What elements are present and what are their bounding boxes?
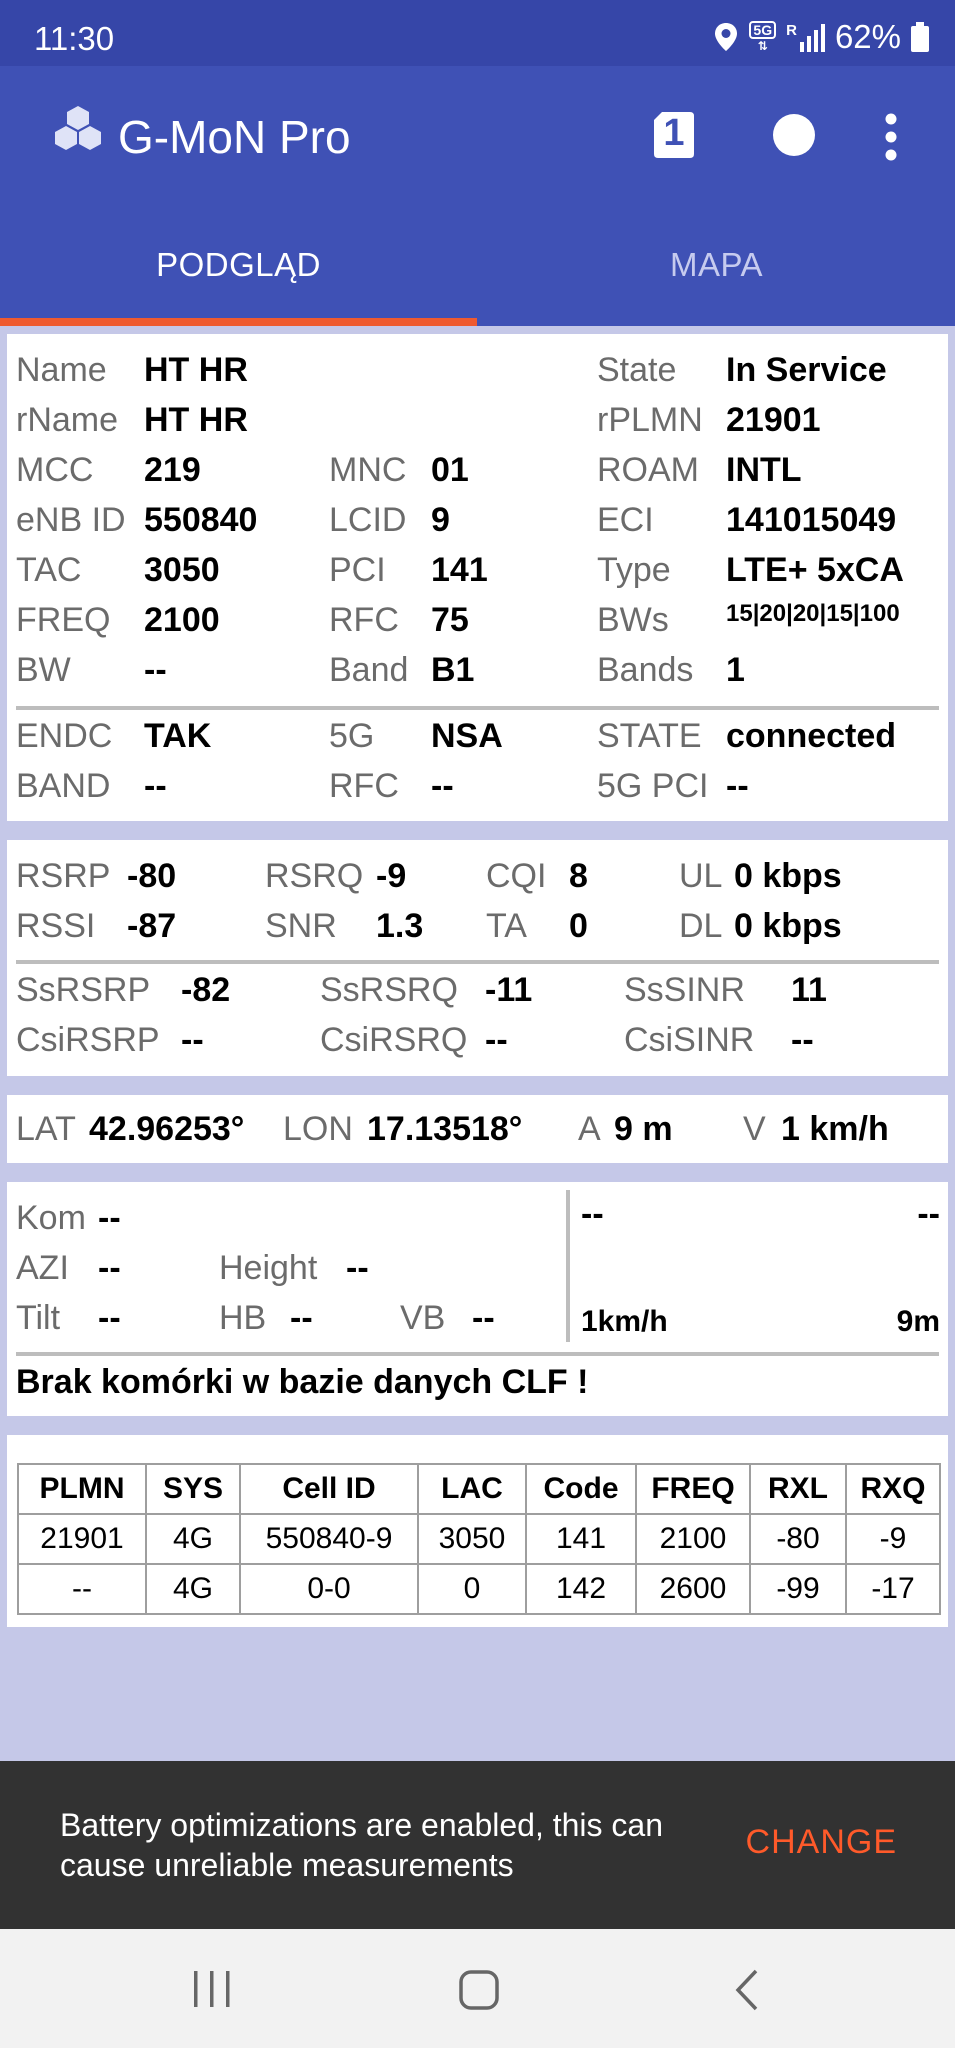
clf-message: Brak komórki w bazie danych CLF ! [16, 1363, 589, 1401]
name-label: Name [16, 351, 107, 389]
ssrsrp-value: -82 [181, 971, 231, 1009]
roam-label: ROAM [597, 451, 699, 489]
table-cell: -- [18, 1564, 146, 1614]
table-cell: 2600 [636, 1564, 750, 1614]
name-value: HT HR [144, 351, 248, 389]
kom-value: -- [98, 1199, 121, 1237]
nr-band-label: BAND [16, 767, 111, 805]
csirsrp-value: -- [181, 1021, 204, 1059]
battery-icon [911, 22, 929, 52]
location-card [7, 1095, 948, 1163]
bands-label: Bands [597, 651, 694, 689]
height-label: Height [219, 1249, 318, 1287]
state-label: State [597, 351, 677, 389]
eci-value: 141015049 [726, 501, 897, 539]
accuracy-value: 9 m [614, 1110, 673, 1148]
csisinr-value: -- [791, 1021, 814, 1059]
vb-value: -- [472, 1299, 495, 1337]
bw-value: -- [144, 651, 167, 689]
endc-value: TAK [144, 717, 212, 755]
speed-value: 1 km/h [781, 1110, 889, 1148]
lcid-label: LCID [329, 501, 407, 539]
ta-value: 0 [569, 907, 588, 945]
mcc-value: 219 [144, 451, 201, 489]
record-button[interactable] [773, 114, 815, 156]
nr-band-value: -- [144, 767, 167, 805]
pci-value: 141 [431, 551, 488, 589]
tab-podglad[interactable]: PODGLĄD [156, 246, 321, 283]
roam-value: INTL [726, 451, 802, 489]
column-header: PLMN [18, 1464, 146, 1514]
recent-apps-icon[interactable] [192, 1971, 232, 2007]
lon-value: 17.13518° [367, 1110, 523, 1148]
graph-speed-value: 1km/h [581, 1305, 668, 1338]
battery-snackbar [0, 1761, 955, 1929]
change-button[interactable]: CHANGE [745, 1823, 897, 1861]
bws-label: BWs [597, 601, 669, 639]
mcc-label: MCC [16, 451, 94, 489]
dl-label: DL [679, 907, 723, 945]
table-cell: 3050 [418, 1514, 526, 1564]
azi-label: AZI [16, 1249, 69, 1287]
lcid-value: 9 [431, 501, 450, 539]
location-icon [713, 22, 739, 52]
tac-label: TAC [16, 551, 82, 589]
accuracy-label: A [578, 1110, 601, 1148]
enb-label: eNB ID [16, 501, 126, 539]
csirsrq-label: CsiRSRQ [320, 1021, 468, 1059]
tilt-label: Tilt [16, 1299, 61, 1337]
battery-percent: 62% [834, 18, 901, 55]
system-nav-bar [0, 1929, 955, 2048]
table-cell: -80 [750, 1514, 846, 1564]
bws-value: 15|20|20|15|100 [726, 600, 900, 627]
graph-top-right-value: -- [917, 1195, 940, 1233]
app-bar [0, 66, 955, 204]
band-label: Band [329, 651, 409, 689]
rfc-value: 75 [431, 601, 469, 639]
table-cell: 4G [146, 1564, 240, 1614]
snr-label: SNR [265, 907, 337, 945]
roaming-indicator: R [786, 22, 797, 39]
column-header: SYS [146, 1464, 240, 1514]
pci-label: PCI [329, 551, 386, 589]
cqi-label: CQI [486, 857, 547, 895]
table-header-row [18, 1464, 940, 1514]
nr-state-value: connected [726, 717, 897, 755]
data-arrows-icon: ⇅ [757, 39, 768, 53]
sssinr-label: SsSINR [624, 971, 745, 1009]
app-logo-icon [46, 104, 110, 168]
kom-label: Kom [16, 1199, 86, 1237]
nr-rfc-value: -- [431, 767, 454, 805]
status-bar [0, 0, 955, 66]
sim-select-button[interactable] [652, 110, 696, 165]
signal-icon [786, 22, 825, 52]
divider [16, 960, 939, 964]
sim-badge-number: 1 [663, 112, 685, 154]
column-header: Cell ID [240, 1464, 418, 1514]
azi-value: -- [98, 1249, 121, 1287]
freq-label: FREQ [16, 601, 111, 639]
rssi-label: RSSI [16, 907, 96, 945]
tab-bar [0, 204, 955, 326]
lat-label: LAT [16, 1110, 76, 1148]
status-time: 11:30 [34, 20, 115, 57]
more-options-icon[interactable] [884, 112, 898, 162]
vertical-divider [566, 1190, 570, 1342]
table-cell: 21901 [18, 1514, 146, 1564]
table-cell: 0-0 [240, 1564, 418, 1614]
table-row[interactable] [18, 1564, 940, 1614]
bw-label: BW [16, 651, 71, 689]
table-cell: 550840-9 [240, 1514, 418, 1564]
rsrp-value: -80 [127, 857, 177, 895]
eci-label: ECI [597, 501, 654, 539]
tilt-value: -- [98, 1299, 121, 1337]
rsrp-label: RSRP [16, 857, 111, 895]
nr-rfc-label: RFC [329, 767, 399, 805]
hb-value: -- [290, 1299, 313, 1337]
hb-label: HB [219, 1299, 267, 1337]
snackbar-message: Battery optimizations are enabled, this can cause unreliable measurements [60, 1807, 663, 1883]
signal-card [7, 840, 948, 1076]
tab-indicator [0, 318, 477, 326]
table-cell: -17 [846, 1564, 940, 1614]
endc-label: ENDC [16, 717, 113, 755]
column-header: FREQ [636, 1464, 750, 1514]
ta-label: TA [486, 907, 527, 945]
ul-label: UL [679, 857, 723, 895]
divider [16, 1352, 939, 1356]
csirsrp-label: CsiRSRP [16, 1021, 160, 1059]
snr-value: 1.3 [376, 907, 424, 945]
rname-label: rName [16, 401, 119, 439]
mnc-label: MNC [329, 451, 407, 489]
neighbor-table [17, 1463, 941, 1615]
table-cell: 141 [526, 1514, 636, 1564]
lon-label: LON [283, 1110, 353, 1148]
ssrsrq-value: -11 [485, 971, 533, 1009]
nr-pci-label: 5G PCI [597, 767, 709, 805]
type-label: Type [597, 551, 671, 589]
tac-value: 3050 [144, 551, 220, 589]
ul-value: 0 kbps [734, 857, 842, 895]
sssinr-value: 11 [791, 971, 827, 1009]
table-row[interactable] [18, 1514, 940, 1564]
column-header: LAC [418, 1464, 526, 1514]
table-cell: 4G [146, 1514, 240, 1564]
site-card [7, 1182, 948, 1416]
rplmn-value: 21901 [726, 401, 821, 439]
csirsrq-value: -- [485, 1021, 508, 1059]
back-icon[interactable] [734, 1969, 760, 2011]
graph-top-left-value: -- [581, 1195, 604, 1233]
vb-label: VB [400, 1299, 446, 1337]
speed-label: V [743, 1110, 766, 1148]
dl-value: 0 kbps [734, 907, 842, 945]
table-cell: -99 [750, 1564, 846, 1614]
column-header: Code [526, 1464, 636, 1514]
table-cell: -9 [846, 1514, 940, 1564]
nr5g-label: 5G [329, 717, 375, 755]
csisinr-label: CsiSINR [624, 1021, 755, 1059]
graph-distance-value: 9m [896, 1305, 940, 1338]
column-header: RXL [750, 1464, 846, 1514]
height-value: -- [346, 1249, 369, 1287]
cell-info-card [7, 334, 948, 821]
network-5g-icon [749, 21, 776, 53]
nr-pci-value: -- [726, 767, 749, 805]
enb-value: 550840 [144, 501, 258, 539]
rssi-value: -87 [127, 907, 177, 945]
divider [16, 706, 939, 710]
bands-value: 1 [726, 651, 745, 689]
nr-state-label: STATE [597, 717, 702, 755]
column-header: RXQ [846, 1464, 940, 1514]
mnc-value: 01 [431, 451, 469, 489]
rsrq-label: RSRQ [265, 857, 364, 895]
nr5g-value: NSA [431, 717, 503, 755]
ssrsrq-label: SsRSRQ [320, 971, 458, 1009]
rfc-label: RFC [329, 601, 399, 639]
lat-value: 42.96253° [89, 1110, 245, 1148]
state-value: In Service [726, 351, 887, 389]
rsrq-value: -9 [376, 857, 407, 895]
tab-mapa[interactable]: MAPA [669, 246, 764, 283]
rplmn-label: rPLMN [597, 401, 703, 439]
neighbor-card [7, 1435, 948, 1627]
table-cell: 142 [526, 1564, 636, 1614]
table-cell: 2100 [636, 1514, 750, 1564]
network-5g-label: 5G [749, 21, 776, 39]
home-icon[interactable] [459, 1970, 499, 2010]
app-title: G-MoN Pro [118, 111, 351, 163]
cqi-value: 8 [569, 857, 588, 895]
table-cell: 0 [418, 1564, 526, 1614]
status-icons [713, 18, 929, 56]
ssrsrp-label: SsRSRP [16, 971, 151, 1009]
type-value: LTE+ 5xCA [726, 551, 904, 589]
rname-value: HT HR [144, 401, 248, 439]
freq-value: 2100 [144, 601, 220, 639]
band-value: B1 [431, 651, 475, 689]
